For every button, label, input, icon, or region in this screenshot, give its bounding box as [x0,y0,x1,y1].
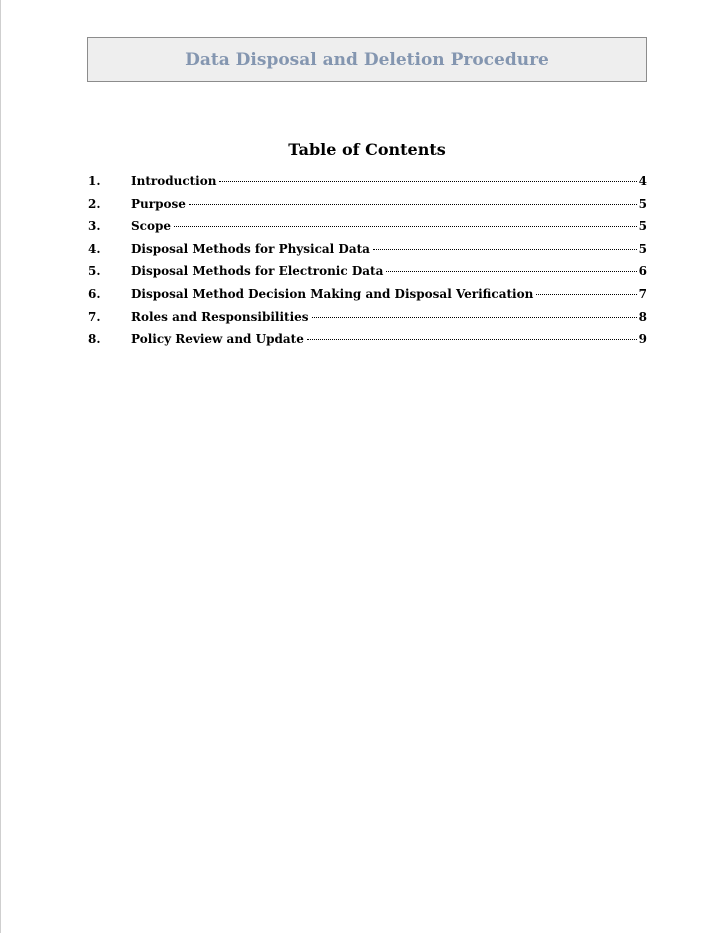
toc-entry-policy-review[interactable] [88,332,647,355]
toc-entry-scope[interactable] [88,219,647,242]
toc-dot-leader [536,294,636,295]
toc-entry-page: 4 [638,174,647,188]
toc-entry-number: 5. [88,264,101,279]
toc-entry-decision-verification[interactable] [88,287,647,310]
toc-entry-number: 7. [88,309,101,324]
toc-entry-introduction[interactable] [88,174,647,197]
toc-entry-page: 6 [638,264,647,279]
toc-entry-page: 5 [638,196,647,211]
toc-entry-physical-data[interactable] [88,242,647,265]
toc-entry-label: Purpose [131,196,186,211]
document-title: Data Disposal and Deletion Procedure [185,49,549,70]
toc-entry-label: Disposal Methods for Electronic Data [131,264,384,279]
toc-dot-leader [307,339,637,340]
toc-dot-leader [312,317,637,318]
toc-entry-number: 8. [88,332,101,347]
toc-entry-number: 3. [88,219,101,234]
toc-dot-leader [386,271,636,272]
toc-dot-leader [174,226,637,227]
toc-dot-leader [189,204,637,205]
toc-dot-leader [219,181,636,182]
toc-entry-label: Disposal Methods for Physical Data [131,241,370,256]
toc-heading: Table of Contents [288,140,446,159]
toc-entry-number: 4. [88,241,101,256]
toc-entry-number: 6. [88,286,101,301]
toc-entry-label: Scope [131,219,172,234]
toc-entry-label: Policy Review and Update [131,332,304,347]
toc-entry-purpose[interactable] [88,197,647,220]
table-of-contents [88,174,647,355]
toc-entry-electronic-data[interactable] [88,264,647,287]
toc-entry-page: 7 [638,286,647,301]
toc-entry-page: 5 [638,219,647,234]
toc-entry-number: 1. [88,174,101,188]
title-box [87,37,647,82]
toc-entry-page: 8 [638,309,647,324]
toc-entry-label: Disposal Method Decision Making and Disposal Verification [131,286,534,301]
toc-entry-page: 5 [638,241,647,256]
toc-entry-label: Roles and Responsibilities [131,309,309,324]
toc-entry-page: 9 [638,332,647,347]
toc-dot-leader [373,249,637,250]
toc-entry-label: Introduction [131,174,217,188]
toc-entry-roles[interactable] [88,310,647,333]
toc-entry-number: 2. [88,196,101,211]
